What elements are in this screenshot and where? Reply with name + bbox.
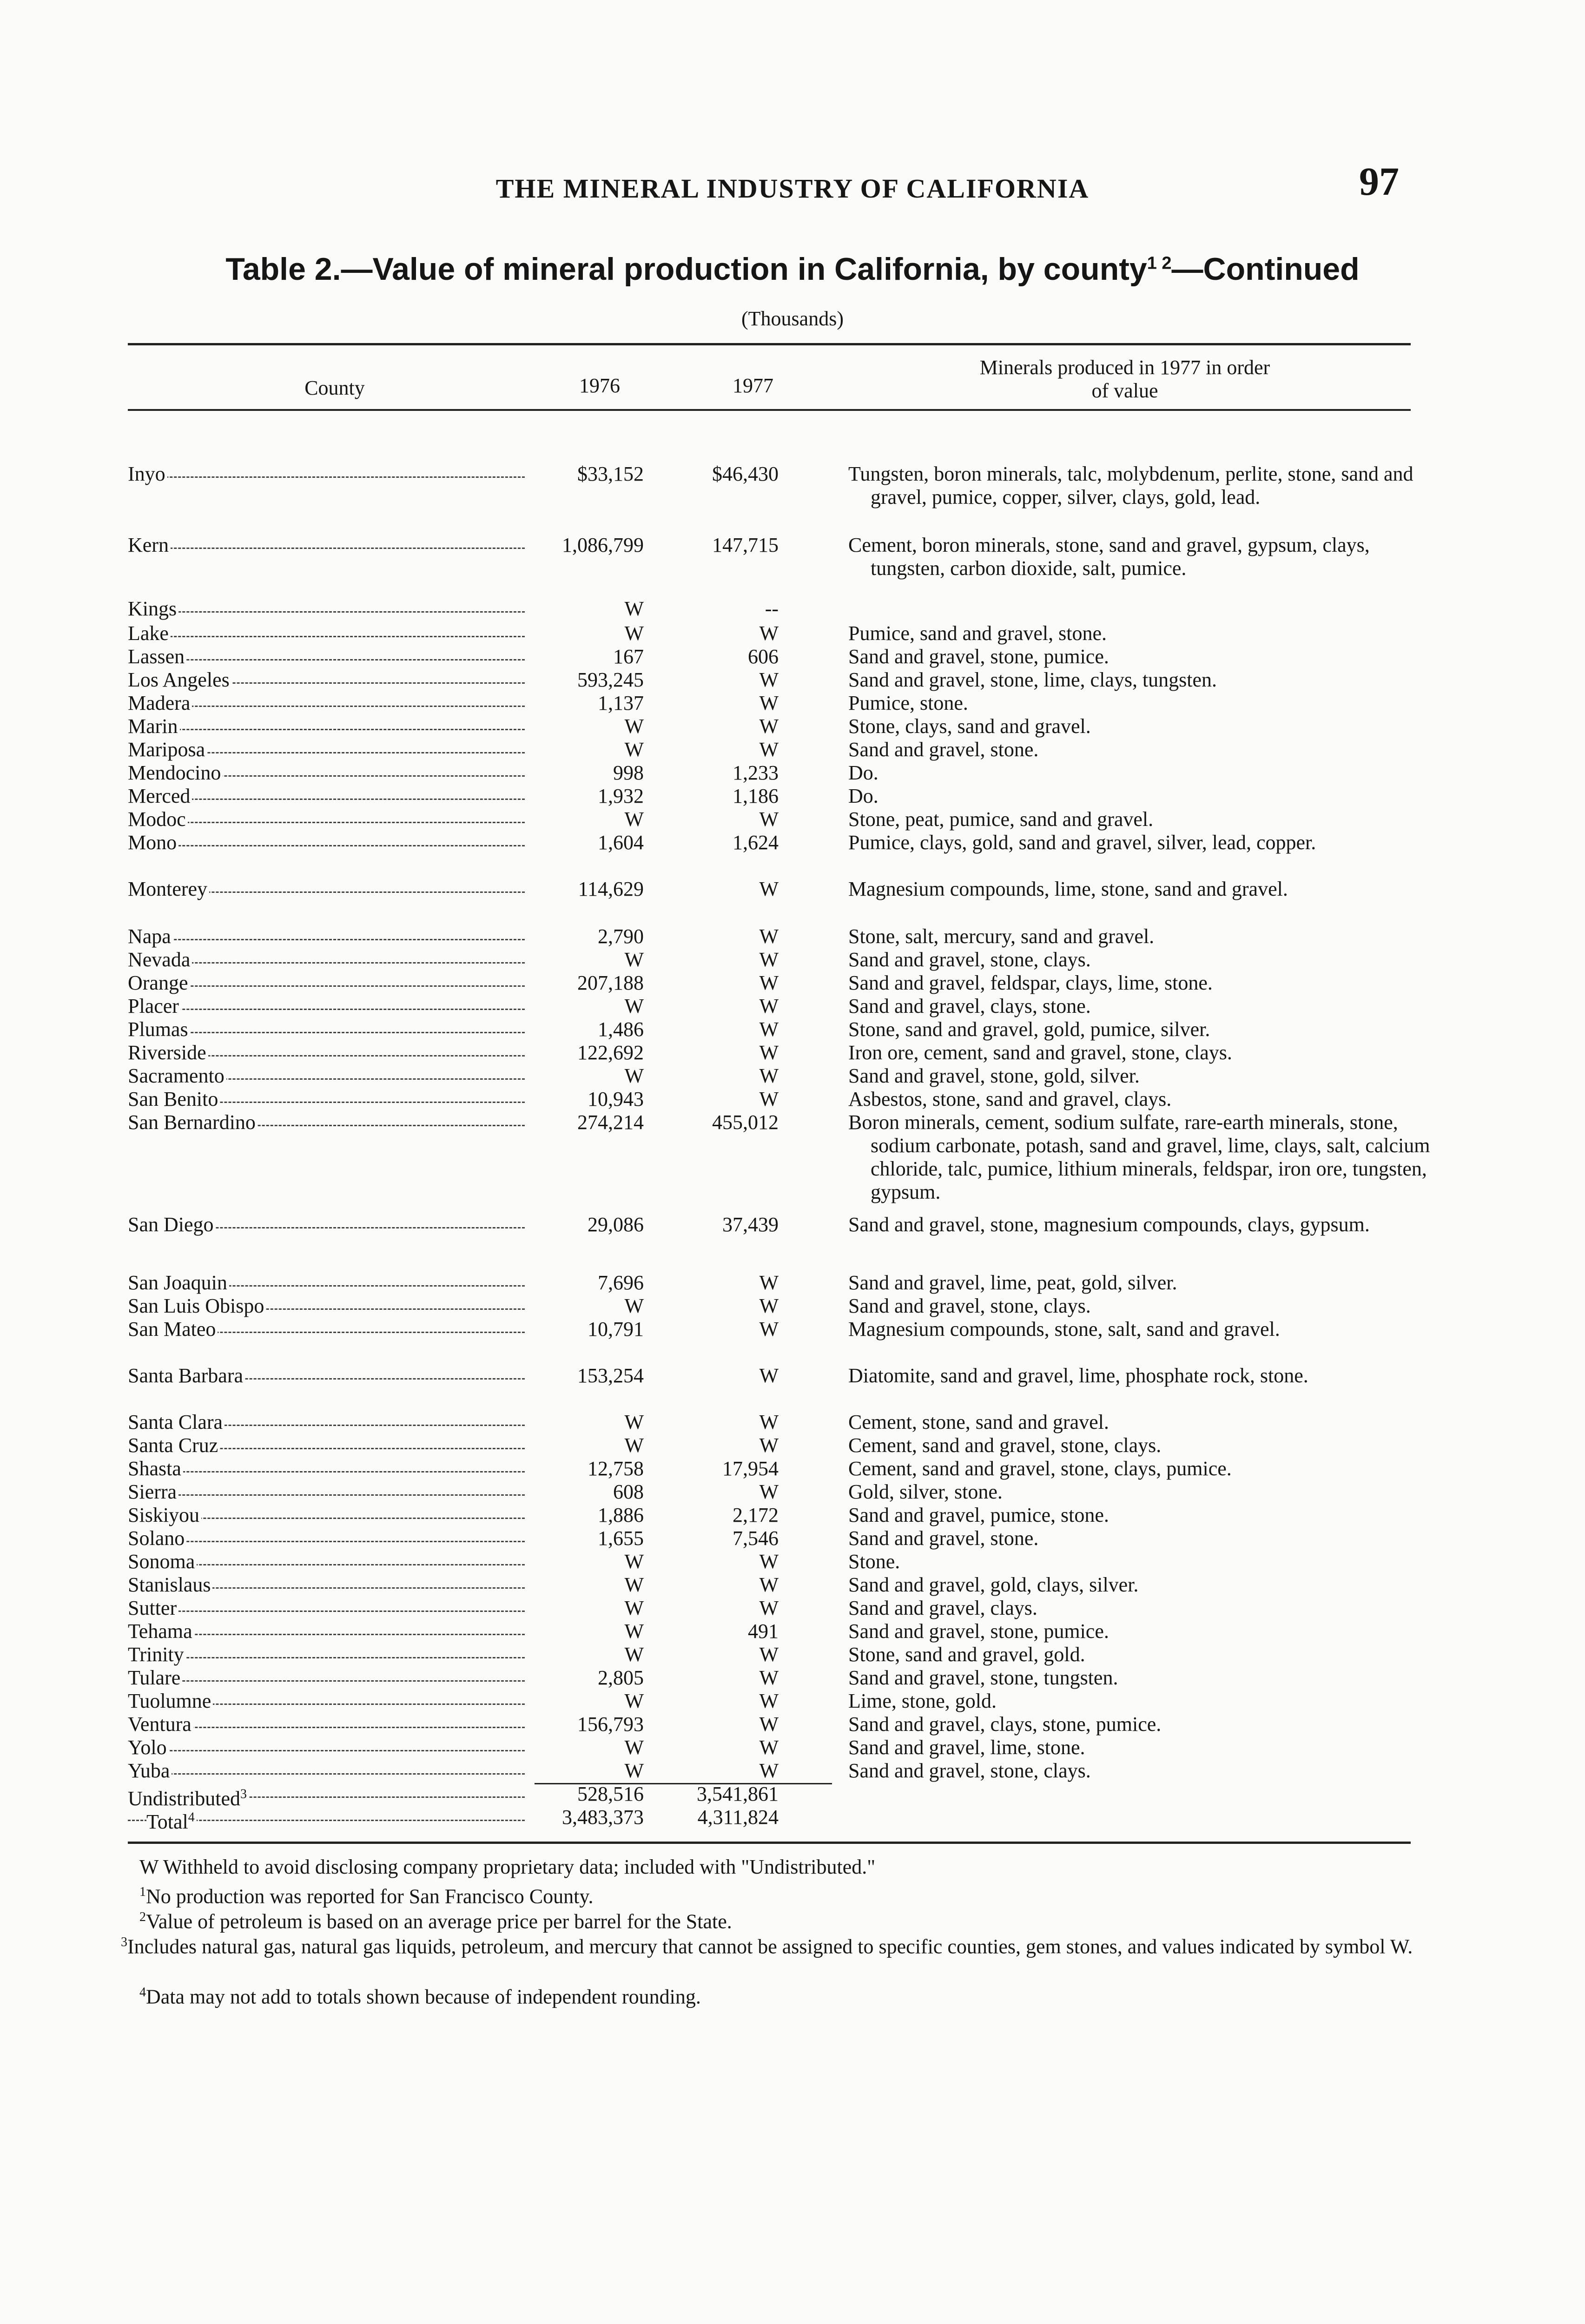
- value-1976: 608: [613, 1480, 644, 1503]
- column-header-1977: 1977: [733, 374, 773, 397]
- value-1977: W: [759, 948, 779, 971]
- value-1977: 1,186: [733, 785, 779, 807]
- value-1976: W: [624, 1064, 644, 1087]
- county-cell: [128, 1364, 528, 1387]
- county-cell: [128, 1690, 528, 1713]
- table-row: [128, 925, 1411, 948]
- county-name: San Joaquin: [128, 1271, 227, 1294]
- value-1976: W: [624, 1690, 644, 1712]
- table-row: [128, 808, 1411, 831]
- county-cell: [128, 1620, 528, 1643]
- county-cell: [128, 1018, 528, 1041]
- minerals-cell: Do.: [848, 785, 878, 807]
- table-row: [128, 622, 1411, 645]
- minerals-cell: Iron ore, cement, sand and gravel, stone, clays.: [848, 1041, 1232, 1064]
- value-1977: W: [759, 1064, 779, 1087]
- county-cell: [128, 831, 528, 854]
- value-1976: 7,696: [598, 1271, 644, 1294]
- value-1977: W: [759, 995, 779, 1017]
- value-1976: 1,886: [598, 1504, 644, 1526]
- table-top-rule: [128, 343, 1411, 345]
- value-1976: W: [624, 1411, 644, 1433]
- value-1977: W: [759, 668, 779, 691]
- county-cell: [128, 715, 528, 738]
- minerals-cell: Sand and gravel, feldspar, clays, lime, stone.: [848, 971, 1213, 994]
- value-1976: W: [624, 597, 644, 620]
- value-1977: W: [759, 738, 779, 761]
- county-name: Inyo: [128, 462, 165, 485]
- minerals-cell: Do.: [848, 761, 878, 784]
- county-footnote-mark: 3: [240, 1787, 247, 1801]
- county-cell: [128, 1434, 528, 1457]
- county-cell: [128, 1504, 528, 1527]
- page-number: 97: [1359, 159, 1399, 204]
- county-name: Santa Cruz: [128, 1434, 218, 1457]
- county-cell: [128, 738, 528, 761]
- footnote-w: W Withheld to avoid disclosing company proprietary data; included with "Undistributed.": [139, 1855, 876, 1878]
- county-cell: [128, 1713, 528, 1736]
- total-1976: 3,483,373: [562, 1806, 644, 1829]
- county-cell: [128, 1573, 528, 1597]
- table-row: [128, 948, 1411, 971]
- minerals-cell: Tungsten, boron minerals, talc, molybdenum, perlite, stone, sand and gravel, pumice, copper, silver, clays, gold, lead.: [848, 462, 1413, 508]
- minerals-cell: Sand and gravel, clays, stone, pumice.: [848, 1713, 1162, 1736]
- county-name: Monterey: [128, 878, 208, 900]
- county-name: Riverside: [128, 1041, 206, 1064]
- value-1976: W: [624, 1620, 644, 1643]
- minerals-cell: Diatomite, sand and gravel, lime, phosphate rock, stone.: [848, 1364, 1308, 1387]
- county-name: Napa: [128, 925, 171, 948]
- value-1977: W: [759, 1294, 779, 1317]
- value-1976: 2,805: [598, 1666, 644, 1689]
- value-1977: 17,954: [722, 1457, 779, 1480]
- footnote-1: $^1$No production was reported for San Francisco County.: [139, 1885, 594, 1908]
- value-1976: 122,692: [577, 1041, 644, 1064]
- minerals-cell: Sand and gravel, stone, pumice.: [848, 1620, 1109, 1643]
- county-cell: [128, 971, 528, 995]
- minerals-cell: Stone, peat, pumice, sand and gravel.: [848, 808, 1154, 831]
- county-cell: [128, 1457, 528, 1480]
- value-1977: W: [759, 1318, 779, 1340]
- value-1976: 998: [613, 761, 644, 784]
- value-1977: W: [759, 1573, 779, 1596]
- county-name: Plumas: [128, 1018, 188, 1041]
- value-1976: 167: [613, 645, 644, 668]
- county-cell: [128, 1064, 528, 1088]
- county-name: Santa Barbara: [128, 1364, 243, 1387]
- minerals-cell: Pumice, clays, gold, sand and gravel, silver, lead, copper.: [848, 831, 1316, 854]
- table-row: [128, 534, 1411, 580]
- table-row: [128, 1411, 1411, 1434]
- minerals-cell: Sand and gravel, pumice, stone.: [848, 1504, 1109, 1526]
- total-1977: 4,311,824: [697, 1806, 779, 1829]
- table-row: [128, 1713, 1411, 1736]
- value-1976: 114,629: [578, 878, 644, 900]
- column-header-minerals: Minerals produced in 1977 in order of value: [979, 356, 1270, 402]
- county-name: Tuolumne: [128, 1690, 211, 1712]
- value-1976: 156,793: [577, 1713, 644, 1736]
- county-name: Los Angeles: [128, 668, 230, 691]
- total-row: [128, 1806, 1411, 1833]
- table-row: [128, 1480, 1411, 1504]
- minerals-cell: Cement, boron minerals, stone, sand and gravel, gypsum, clays, tungsten, carbon dioxide, salt, pumice.: [848, 534, 1370, 580]
- table-row: [128, 738, 1411, 761]
- county-name: Santa Clara: [128, 1411, 223, 1433]
- minerals-cell: Sand and gravel, stone.: [848, 1527, 1039, 1550]
- value-1977: W: [759, 1480, 779, 1503]
- county-name: San Diego: [128, 1213, 214, 1236]
- value-1977: 2,172: [733, 1504, 779, 1526]
- county-name: San Benito: [128, 1088, 218, 1110]
- value-1976: 12,758: [588, 1457, 644, 1480]
- column-header-county: County: [304, 376, 365, 399]
- minerals-cell: Sand and gravel, stone.: [848, 738, 1039, 761]
- value-1976: W: [624, 1294, 644, 1317]
- county-cell: [128, 1271, 528, 1294]
- county-cell: [128, 597, 528, 621]
- minerals-cell: Sand and gravel, stone, clays.: [848, 1294, 1091, 1317]
- county-name: Merced: [128, 785, 191, 807]
- minerals-cell: Stone, salt, mercury, sand and gravel.: [848, 925, 1155, 948]
- value-1977: 147,715: [712, 534, 779, 556]
- table-row: [128, 692, 1411, 715]
- county-cell: [128, 1666, 528, 1690]
- table-row: [128, 1434, 1411, 1457]
- minerals-cell: Boron minerals, cement, sodium sulfate, rare-earth minerals, stone, sodium carbonate, potash, sand and gravel, lime, clays, salt, calcium chloride, talc, pumice, lithium minerals, feldspar, iron ore, tungsten, gypsum.: [848, 1111, 1430, 1203]
- value-1977: W: [759, 1434, 779, 1457]
- county-name: Lassen: [128, 645, 185, 668]
- table-row: [128, 1318, 1411, 1341]
- county-name: Ventura: [128, 1713, 192, 1736]
- minerals-cell: Cement, sand and gravel, stone, clays, pumice.: [848, 1457, 1232, 1480]
- county-cell: [128, 1736, 528, 1759]
- county-cell: [128, 1643, 528, 1666]
- minerals-cell: Pumice, stone.: [848, 692, 968, 714]
- value-1976: 10,943: [588, 1088, 644, 1110]
- county-name: Siskiyou: [128, 1504, 200, 1526]
- county-name: Placer: [128, 995, 179, 1017]
- value-1976: 528,516: [577, 1783, 644, 1805]
- county-name: Kern: [128, 534, 169, 556]
- county-name: Modoc: [128, 808, 186, 831]
- county-name: San Mateo: [128, 1318, 216, 1340]
- value-1977: 491: [748, 1620, 779, 1643]
- county-name: San Bernardino: [128, 1111, 256, 1134]
- value-1977: W: [759, 1041, 779, 1064]
- minerals-cell: Sand and gravel, stone, lime, clays, tungsten.: [848, 668, 1217, 691]
- table-row: [128, 1736, 1411, 1759]
- minerals-cell: Sand and gravel, stone, tungsten.: [848, 1666, 1118, 1689]
- footnote-3: $^3$Includes natural gas, natural gas liquids, petroleum, and mercury that cannot be assigned to specific counties, gem stones, and values indicated by symbol W.: [121, 1935, 1413, 1958]
- county-name: Stanislaus: [128, 1573, 211, 1596]
- county-name: Tulare: [128, 1666, 181, 1689]
- value-1977: W: [759, 1690, 779, 1712]
- county-name: Yolo: [128, 1736, 167, 1759]
- value-1977: --: [765, 597, 779, 620]
- value-1977: 606: [748, 645, 779, 668]
- table-row: [128, 831, 1411, 854]
- value-1976: W: [624, 948, 644, 971]
- value-1977: 3,541,861: [697, 1783, 779, 1805]
- table-row: [128, 1666, 1411, 1690]
- value-1977: W: [759, 1411, 779, 1433]
- county-name: San Luis Obispo: [128, 1294, 264, 1317]
- table-row: [128, 1213, 1411, 1236]
- value-1976: 2,790: [598, 925, 644, 948]
- table-row: [128, 1504, 1411, 1527]
- value-1976: 1,137: [598, 692, 644, 714]
- value-1977: 455,012: [712, 1111, 779, 1134]
- value-1977: W: [759, 1271, 779, 1294]
- county-name: Undistributed: [128, 1787, 240, 1810]
- minerals-cell: Sand and gravel, stone, magnesium compounds, clays, gypsum.: [848, 1213, 1370, 1236]
- total-rule: [535, 1783, 832, 1784]
- value-1977: 7,546: [733, 1527, 779, 1550]
- county-cell: [128, 808, 528, 831]
- minerals-cell: Pumice, sand and gravel, stone.: [848, 622, 1107, 645]
- county-name: Madera: [128, 692, 191, 714]
- value-1977: W: [759, 1018, 779, 1041]
- county-cell: [128, 761, 528, 785]
- value-1977: W: [759, 1643, 779, 1666]
- value-1976: W: [624, 1434, 644, 1457]
- value-1976: W: [624, 1759, 644, 1782]
- county-cell: [128, 878, 528, 901]
- footnote-2: $^2$Value of petroleum is based on an average price per barrel for the State.: [139, 1910, 732, 1933]
- table-title: [0, 251, 1585, 287]
- minerals-cell: Stone, clays, sand and gravel.: [848, 715, 1091, 738]
- county-cell: [128, 1213, 528, 1236]
- value-1977: W: [759, 1088, 779, 1110]
- county-cell: [128, 948, 528, 971]
- table-bottom-rule: [128, 1842, 1411, 1844]
- county-cell: [128, 1411, 528, 1434]
- table-title-suffix: —Continued: [1171, 251, 1360, 287]
- value-1976: 29,086: [588, 1213, 644, 1236]
- footnote-4: $^4$Data may not add to totals shown because of independent rounding.: [139, 1985, 701, 2008]
- minerals-cell: Gold, silver, stone.: [848, 1480, 1003, 1503]
- table-header-rule: [128, 409, 1411, 411]
- table-row: [128, 1783, 1411, 1810]
- county-cell: [128, 1597, 528, 1620]
- county-cell: [128, 1318, 528, 1341]
- table-row: [128, 1018, 1411, 1041]
- county-cell: [128, 1041, 528, 1064]
- value-1976: 1,604: [598, 831, 644, 854]
- value-1977: 1,624: [733, 831, 779, 854]
- value-1976: W: [624, 622, 644, 645]
- table-row: [128, 1643, 1411, 1666]
- value-1976: W: [624, 808, 644, 831]
- county-name: Mariposa: [128, 738, 205, 761]
- county-name: Solano: [128, 1527, 185, 1550]
- value-1977: W: [759, 925, 779, 948]
- total-label: Total: [146, 1810, 188, 1833]
- table-row: [128, 761, 1411, 785]
- value-1976: 1,655: [598, 1527, 644, 1550]
- value-1977: 1,233: [733, 761, 779, 784]
- county-cell: [128, 1527, 528, 1550]
- table-row: [128, 1457, 1411, 1480]
- value-1977: $46,430: [712, 462, 779, 485]
- county-name: Lake: [128, 622, 169, 645]
- value-1977: W: [759, 808, 779, 831]
- table-row: [128, 462, 1413, 508]
- running-title: THE MINERAL INDUSTRY OF CALIFORNIA: [495, 173, 1090, 204]
- county-name: Sonoma: [128, 1550, 195, 1573]
- minerals-cell: Magnesium compounds, stone, salt, sand and gravel.: [848, 1318, 1280, 1340]
- county-name: Orange: [128, 971, 188, 994]
- table-units: (Thousands): [741, 307, 844, 330]
- value-1977: W: [759, 715, 779, 738]
- table-row: [128, 715, 1411, 738]
- value-1976: 1,486: [598, 1018, 644, 1041]
- table-row: [128, 1294, 1411, 1318]
- county-cell: [128, 785, 528, 808]
- county-name: Marin: [128, 715, 178, 738]
- table-row: [128, 971, 1411, 995]
- table-row: [128, 1041, 1411, 1064]
- county-cell: [128, 925, 528, 948]
- table-row: [128, 1527, 1411, 1550]
- minerals-cell: Sand and gravel, stone, pumice.: [848, 645, 1109, 668]
- value-1977: W: [759, 1759, 779, 1782]
- county-cell: [128, 462, 528, 486]
- minerals-cell: Sand and gravel, stone, clays.: [848, 1759, 1091, 1782]
- minerals-cell: Stone.: [848, 1550, 900, 1573]
- minerals-cell: Sand and gravel, clays, stone.: [848, 995, 1091, 1017]
- minerals-cell: Magnesium compounds, lime, stone, sand and gravel.: [848, 878, 1288, 900]
- county-name: Trinity: [128, 1643, 184, 1666]
- minerals-cell: Sand and gravel, lime, peat, gold, silver.: [848, 1271, 1177, 1294]
- county-name: Kings: [128, 597, 177, 620]
- table-row: [128, 1620, 1411, 1643]
- value-1977: W: [759, 1736, 779, 1759]
- table-row: [128, 1271, 1411, 1294]
- county-name: Mono: [128, 831, 177, 854]
- value-1976: W: [624, 1573, 644, 1596]
- value-1977: W: [759, 1666, 779, 1689]
- county-name: Shasta: [128, 1457, 181, 1480]
- column-header-1976: 1976: [579, 374, 620, 397]
- table-row: [128, 645, 1411, 668]
- county-cell: [128, 692, 528, 715]
- table-row: [128, 668, 1411, 692]
- county-name: Tehama: [128, 1620, 192, 1643]
- table-row: [128, 1597, 1411, 1620]
- minerals-cell: Stone, sand and gravel, gold, pumice, silver.: [848, 1018, 1210, 1041]
- table-row: [128, 1759, 1411, 1783]
- county-cell: [128, 1088, 528, 1111]
- county-cell: [128, 1480, 528, 1504]
- minerals-cell: Sand and gravel, clays.: [848, 1597, 1037, 1619]
- county-cell: [128, 534, 528, 557]
- county-cell: [128, 1550, 528, 1573]
- county-name: Sacramento: [128, 1064, 225, 1087]
- county-name: Sutter: [128, 1597, 177, 1619]
- county-cell: [128, 668, 528, 692]
- minerals-cell: Asbestos, stone, sand and gravel, clays.: [848, 1088, 1172, 1110]
- value-1976: 593,245: [577, 668, 644, 691]
- county-cell: [128, 1759, 528, 1783]
- county-cell: [128, 622, 528, 645]
- minerals-cell: Sand and gravel, stone, clays.: [848, 948, 1091, 971]
- value-1976: 274,214: [577, 1111, 644, 1134]
- minerals-cell: Sand and gravel, lime, stone.: [848, 1736, 1085, 1759]
- value-1976: W: [624, 1736, 644, 1759]
- county-cell: [128, 1111, 528, 1134]
- table-row: [128, 1064, 1411, 1088]
- value-1976: 153,254: [577, 1364, 644, 1387]
- county-cell: [128, 995, 528, 1018]
- value-1976: W: [624, 738, 644, 761]
- value-1976: W: [624, 1597, 644, 1619]
- table-row: [128, 1690, 1411, 1713]
- value-1977: W: [759, 1364, 779, 1387]
- minerals-cell: Cement, stone, sand and gravel.: [848, 1411, 1109, 1433]
- value-1976: W: [624, 715, 644, 738]
- table-row: [128, 878, 1411, 901]
- value-1977: 37,439: [722, 1213, 779, 1236]
- table-row: [128, 597, 1411, 621]
- table-row: [128, 1573, 1411, 1597]
- minerals-cell: Lime, stone, gold.: [848, 1690, 997, 1712]
- minerals-cell: Sand and gravel, gold, clays, silver.: [848, 1573, 1139, 1596]
- value-1977: W: [759, 1713, 779, 1736]
- value-1976: 1,932: [598, 785, 644, 807]
- value-1976: W: [624, 995, 644, 1017]
- table-row: [128, 1088, 1411, 1111]
- table-title-footnote-marks: 1 2: [1147, 253, 1172, 273]
- value-1977: W: [759, 622, 779, 645]
- table-row: [128, 1364, 1411, 1387]
- county-name: Mendocino: [128, 761, 221, 784]
- total-label-cell: Total$^4$: [128, 1806, 528, 1834]
- county-cell: [128, 1294, 528, 1318]
- minerals-cell: Cement, sand and gravel, stone, clays.: [848, 1434, 1162, 1457]
- county-name: Yuba: [128, 1759, 170, 1782]
- value-1977: W: [759, 971, 779, 994]
- table-title-text: Table 2.—Value of mineral production in California, by county: [225, 251, 1147, 287]
- minerals-cell: Sand and gravel, stone, gold, silver.: [848, 1064, 1140, 1087]
- value-1976: 207,188: [577, 971, 644, 994]
- value-1977: W: [759, 692, 779, 714]
- county-name: Sierra: [128, 1480, 177, 1503]
- value-1976: 1,086,799: [562, 534, 644, 556]
- value-1976: 10,791: [588, 1318, 644, 1340]
- minerals-cell: Stone, sand and gravel, gold.: [848, 1643, 1085, 1666]
- value-1976: W: [624, 1550, 644, 1573]
- county-cell: [128, 645, 528, 668]
- county-name: Nevada: [128, 948, 191, 971]
- table-row: [128, 1111, 1430, 1203]
- table-row: [128, 995, 1411, 1018]
- value-1976: W: [624, 1643, 644, 1666]
- value-1976: $33,152: [577, 462, 644, 485]
- value-1977: W: [759, 1550, 779, 1573]
- value-1977: W: [759, 1597, 779, 1619]
- table-row: [128, 1550, 1411, 1573]
- value-1977: W: [759, 878, 779, 900]
- table-row: [128, 785, 1411, 808]
